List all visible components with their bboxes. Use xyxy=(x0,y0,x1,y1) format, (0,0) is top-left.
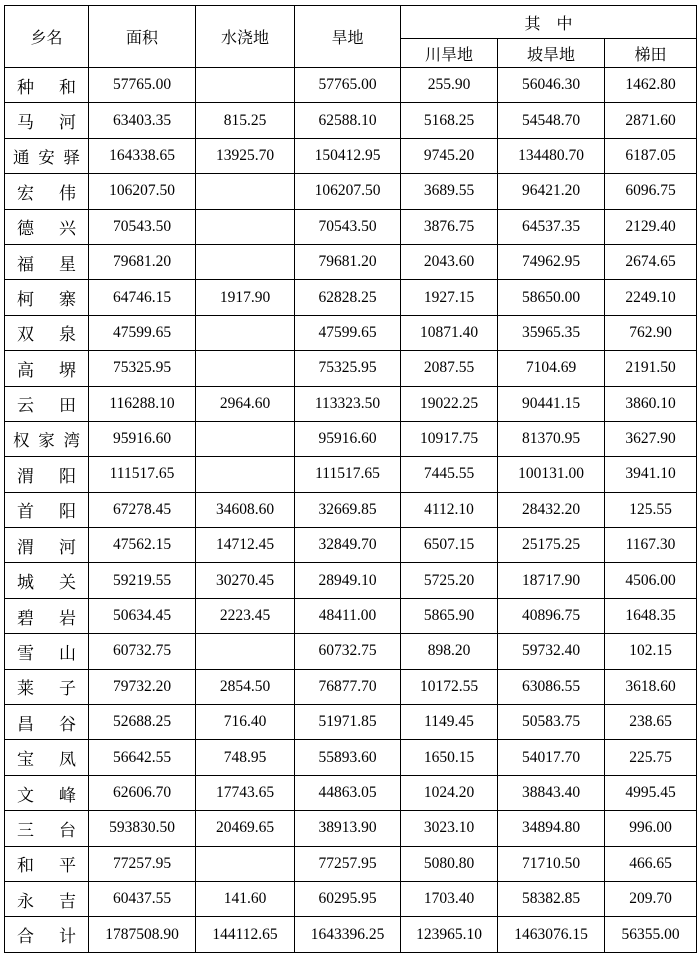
cell-slope-dryland: 34894.80 xyxy=(498,811,605,846)
cell-slope-dryland: 18717.90 xyxy=(498,563,605,598)
cell-terrace: 2191.50 xyxy=(605,351,697,386)
cell-slope-dryland: 90441.15 xyxy=(498,386,605,421)
land-area-table xyxy=(4,5,697,953)
cell-terrace: 2249.10 xyxy=(605,280,697,315)
cell-slope-dryland: 96421.20 xyxy=(498,174,605,209)
cell-irrigated: 2223.45 xyxy=(196,598,295,633)
cell-dryland: 1643396.25 xyxy=(295,917,401,952)
header-chuan-dryland: 川旱地 xyxy=(401,39,498,68)
cell-township: 福星 xyxy=(5,244,89,279)
cell-area: 60732.75 xyxy=(89,634,196,669)
cell-terrace: 3860.10 xyxy=(605,386,697,421)
document xyxy=(4,5,697,953)
cell-dryland: 150412.95 xyxy=(295,138,401,173)
table-row xyxy=(5,68,697,103)
cell-area: 77257.95 xyxy=(89,846,196,881)
cell-chuan-dryland: 5865.90 xyxy=(401,598,498,633)
cell-area: 593830.50 xyxy=(89,811,196,846)
table-row xyxy=(5,740,697,775)
cell-chuan-dryland: 9745.20 xyxy=(401,138,498,173)
cell-irrigated xyxy=(196,457,295,492)
cell-slope-dryland: 25175.25 xyxy=(498,528,605,563)
cell-area: 50634.45 xyxy=(89,598,196,633)
cell-irrigated xyxy=(196,209,295,244)
cell-slope-dryland: 38843.40 xyxy=(498,775,605,810)
header-terrace: 梯田 xyxy=(605,39,697,68)
table-row xyxy=(5,174,697,209)
table-row xyxy=(5,386,697,421)
cell-area: 52688.25 xyxy=(89,705,196,740)
cell-dryland: 57765.00 xyxy=(295,68,401,103)
cell-terrace: 466.65 xyxy=(605,846,697,881)
header-slope-dryland: 坡旱地 xyxy=(498,39,605,68)
table-row xyxy=(5,492,697,527)
header-irrigated: 水浇地 xyxy=(196,6,295,68)
cell-slope-dryland: 64537.35 xyxy=(498,209,605,244)
table-row xyxy=(5,421,697,456)
cell-irrigated: 1917.90 xyxy=(196,280,295,315)
cell-slope-dryland: 100131.00 xyxy=(498,457,605,492)
cell-slope-dryland: 74962.95 xyxy=(498,244,605,279)
cell-dryland: 75325.95 xyxy=(295,351,401,386)
cell-terrace: 2129.40 xyxy=(605,209,697,244)
cell-township: 柯寨 xyxy=(5,280,89,315)
cell-slope-dryland: 28432.20 xyxy=(498,492,605,527)
cell-chuan-dryland: 4112.10 xyxy=(401,492,498,527)
cell-slope-dryland: 71710.50 xyxy=(498,846,605,881)
cell-slope-dryland: 81370.95 xyxy=(498,421,605,456)
cell-chuan-dryland: 255.90 xyxy=(401,68,498,103)
cell-irrigated: 34608.60 xyxy=(196,492,295,527)
cell-area: 116288.10 xyxy=(89,386,196,421)
cell-irrigated xyxy=(196,68,295,103)
cell-irrigated: 815.25 xyxy=(196,103,295,138)
table-header xyxy=(5,6,697,68)
table-row xyxy=(5,315,697,350)
cell-chuan-dryland: 5080.80 xyxy=(401,846,498,881)
table-row xyxy=(5,103,697,138)
cell-irrigated: 141.60 xyxy=(196,881,295,916)
cell-terrace: 2674.65 xyxy=(605,244,697,279)
cell-chuan-dryland: 1149.45 xyxy=(401,705,498,740)
cell-township: 德兴 xyxy=(5,209,89,244)
table-row xyxy=(5,280,697,315)
cell-chuan-dryland: 1650.15 xyxy=(401,740,498,775)
cell-township: 首阳 xyxy=(5,492,89,527)
cell-terrace: 209.70 xyxy=(605,881,697,916)
cell-chuan-dryland: 10917.75 xyxy=(401,421,498,456)
table-row xyxy=(5,669,697,704)
cell-township: 雪山 xyxy=(5,634,89,669)
cell-area: 47562.15 xyxy=(89,528,196,563)
cell-irrigated xyxy=(196,315,295,350)
cell-irrigated xyxy=(196,634,295,669)
cell-irrigated: 17743.65 xyxy=(196,775,295,810)
cell-terrace: 1167.30 xyxy=(605,528,697,563)
cell-area: 64746.15 xyxy=(89,280,196,315)
cell-dryland: 44863.05 xyxy=(295,775,401,810)
cell-slope-dryland: 134480.70 xyxy=(498,138,605,173)
cell-township: 宏伟 xyxy=(5,174,89,209)
cell-area: 79732.20 xyxy=(89,669,196,704)
cell-irrigated: 14712.45 xyxy=(196,528,295,563)
cell-slope-dryland: 35965.35 xyxy=(498,315,605,350)
cell-area: 1787508.90 xyxy=(89,917,196,952)
cell-irrigated xyxy=(196,421,295,456)
cell-township: 城关 xyxy=(5,563,89,598)
cell-chuan-dryland: 5725.20 xyxy=(401,563,498,598)
cell-irrigated: 2964.60 xyxy=(196,386,295,421)
cell-irrigated: 20469.65 xyxy=(196,811,295,846)
table-row xyxy=(5,563,697,598)
cell-township: 马河 xyxy=(5,103,89,138)
cell-township: 三台 xyxy=(5,811,89,846)
cell-slope-dryland: 63086.55 xyxy=(498,669,605,704)
cell-chuan-dryland: 6507.15 xyxy=(401,528,498,563)
cell-slope-dryland: 58382.85 xyxy=(498,881,605,916)
cell-area: 79681.20 xyxy=(89,244,196,279)
cell-irrigated: 30270.45 xyxy=(196,563,295,598)
cell-dryland: 111517.65 xyxy=(295,457,401,492)
cell-terrace: 2871.60 xyxy=(605,103,697,138)
cell-terrace: 1648.35 xyxy=(605,598,697,633)
cell-dryland: 62828.25 xyxy=(295,280,401,315)
cell-terrace: 3627.90 xyxy=(605,421,697,456)
cell-area: 67278.45 xyxy=(89,492,196,527)
cell-terrace: 3618.60 xyxy=(605,669,697,704)
cell-township: 渭阳 xyxy=(5,457,89,492)
cell-township: 云田 xyxy=(5,386,89,421)
cell-slope-dryland: 56046.30 xyxy=(498,68,605,103)
cell-chuan-dryland: 1024.20 xyxy=(401,775,498,810)
cell-dryland: 79681.20 xyxy=(295,244,401,279)
cell-chuan-dryland: 1927.15 xyxy=(401,280,498,315)
cell-dryland: 77257.95 xyxy=(295,846,401,881)
table-row xyxy=(5,881,697,916)
table-row xyxy=(5,811,697,846)
cell-area: 57765.00 xyxy=(89,68,196,103)
cell-terrace: 4506.00 xyxy=(605,563,697,598)
cell-township: 碧岩 xyxy=(5,598,89,633)
cell-terrace: 6187.05 xyxy=(605,138,697,173)
cell-terrace: 238.65 xyxy=(605,705,697,740)
header-of-which: 其 中 xyxy=(401,6,697,39)
cell-area: 59219.55 xyxy=(89,563,196,598)
cell-township: 昌谷 xyxy=(5,705,89,740)
table-row xyxy=(5,351,697,386)
cell-terrace: 6096.75 xyxy=(605,174,697,209)
table-row xyxy=(5,775,697,810)
cell-chuan-dryland: 2087.55 xyxy=(401,351,498,386)
cell-dryland: 51971.85 xyxy=(295,705,401,740)
cell-irrigated: 748.95 xyxy=(196,740,295,775)
header-dryland: 旱地 xyxy=(295,6,401,68)
cell-area: 75325.95 xyxy=(89,351,196,386)
cell-slope-dryland: 7104.69 xyxy=(498,351,605,386)
cell-dryland: 70543.50 xyxy=(295,209,401,244)
cell-chuan-dryland: 3689.55 xyxy=(401,174,498,209)
header-area: 面积 xyxy=(89,6,196,68)
cell-chuan-dryland: 1703.40 xyxy=(401,881,498,916)
cell-dryland: 95916.60 xyxy=(295,421,401,456)
cell-dryland: 32669.85 xyxy=(295,492,401,527)
cell-irrigated: 144112.65 xyxy=(196,917,295,952)
table-row xyxy=(5,244,697,279)
table-row xyxy=(5,917,697,952)
cell-terrace: 125.55 xyxy=(605,492,697,527)
cell-dryland: 47599.65 xyxy=(295,315,401,350)
cell-area: 62606.70 xyxy=(89,775,196,810)
cell-dryland: 28949.10 xyxy=(295,563,401,598)
cell-area: 56642.55 xyxy=(89,740,196,775)
cell-terrace: 225.75 xyxy=(605,740,697,775)
cell-chuan-dryland: 2043.60 xyxy=(401,244,498,279)
cell-slope-dryland: 54548.70 xyxy=(498,103,605,138)
cell-township: 渭河 xyxy=(5,528,89,563)
table-row xyxy=(5,138,697,173)
table-row xyxy=(5,528,697,563)
cell-terrace: 996.00 xyxy=(605,811,697,846)
table-body xyxy=(5,68,697,953)
cell-chuan-dryland: 3023.10 xyxy=(401,811,498,846)
table-row xyxy=(5,634,697,669)
header-township: 乡名 xyxy=(5,6,89,68)
cell-township: 权家湾 xyxy=(5,421,89,456)
cell-area: 60437.55 xyxy=(89,881,196,916)
cell-chuan-dryland: 3876.75 xyxy=(401,209,498,244)
cell-irrigated: 2854.50 xyxy=(196,669,295,704)
cell-slope-dryland: 1463076.15 xyxy=(498,917,605,952)
cell-slope-dryland: 50583.75 xyxy=(498,705,605,740)
cell-irrigated xyxy=(196,846,295,881)
cell-dryland: 55893.60 xyxy=(295,740,401,775)
table-row xyxy=(5,846,697,881)
cell-area: 70543.50 xyxy=(89,209,196,244)
cell-chuan-dryland: 10172.55 xyxy=(401,669,498,704)
cell-irrigated: 13925.70 xyxy=(196,138,295,173)
cell-dryland: 76877.70 xyxy=(295,669,401,704)
cell-township: 种和 xyxy=(5,68,89,103)
cell-area: 106207.50 xyxy=(89,174,196,209)
cell-chuan-dryland: 5168.25 xyxy=(401,103,498,138)
cell-chuan-dryland: 19022.25 xyxy=(401,386,498,421)
cell-township: 永吉 xyxy=(5,881,89,916)
cell-area: 47599.65 xyxy=(89,315,196,350)
cell-township: 通安驿 xyxy=(5,138,89,173)
cell-chuan-dryland: 898.20 xyxy=(401,634,498,669)
cell-area: 63403.35 xyxy=(89,103,196,138)
cell-dryland: 38913.90 xyxy=(295,811,401,846)
table-row xyxy=(5,598,697,633)
cell-township: 宝凤 xyxy=(5,740,89,775)
cell-irrigated xyxy=(196,351,295,386)
cell-dryland: 106207.50 xyxy=(295,174,401,209)
cell-terrace: 102.15 xyxy=(605,634,697,669)
cell-area: 95916.60 xyxy=(89,421,196,456)
cell-area: 164338.65 xyxy=(89,138,196,173)
cell-slope-dryland: 59732.40 xyxy=(498,634,605,669)
cell-irrigated xyxy=(196,244,295,279)
cell-chuan-dryland: 10871.40 xyxy=(401,315,498,350)
cell-dryland: 113323.50 xyxy=(295,386,401,421)
cell-township: 文峰 xyxy=(5,775,89,810)
cell-terrace: 56355.00 xyxy=(605,917,697,952)
cell-terrace: 3941.10 xyxy=(605,457,697,492)
cell-dryland: 48411.00 xyxy=(295,598,401,633)
cell-township: 和平 xyxy=(5,846,89,881)
table-row xyxy=(5,705,697,740)
cell-dryland: 62588.10 xyxy=(295,103,401,138)
cell-chuan-dryland: 7445.55 xyxy=(401,457,498,492)
cell-township: 高堺 xyxy=(5,351,89,386)
table-row xyxy=(5,457,697,492)
cell-terrace: 4995.45 xyxy=(605,775,697,810)
cell-slope-dryland: 54017.70 xyxy=(498,740,605,775)
cell-dryland: 60732.75 xyxy=(295,634,401,669)
cell-terrace: 762.90 xyxy=(605,315,697,350)
cell-township: 双泉 xyxy=(5,315,89,350)
cell-irrigated: 716.40 xyxy=(196,705,295,740)
cell-township: 莱子 xyxy=(5,669,89,704)
cell-irrigated xyxy=(196,174,295,209)
cell-dryland: 32849.70 xyxy=(295,528,401,563)
cell-chuan-dryland: 123965.10 xyxy=(401,917,498,952)
cell-dryland: 60295.95 xyxy=(295,881,401,916)
cell-slope-dryland: 40896.75 xyxy=(498,598,605,633)
cell-terrace: 1462.80 xyxy=(605,68,697,103)
cell-area: 111517.65 xyxy=(89,457,196,492)
cell-township: 合计 xyxy=(5,917,89,952)
table-row xyxy=(5,209,697,244)
cell-slope-dryland: 58650.00 xyxy=(498,280,605,315)
